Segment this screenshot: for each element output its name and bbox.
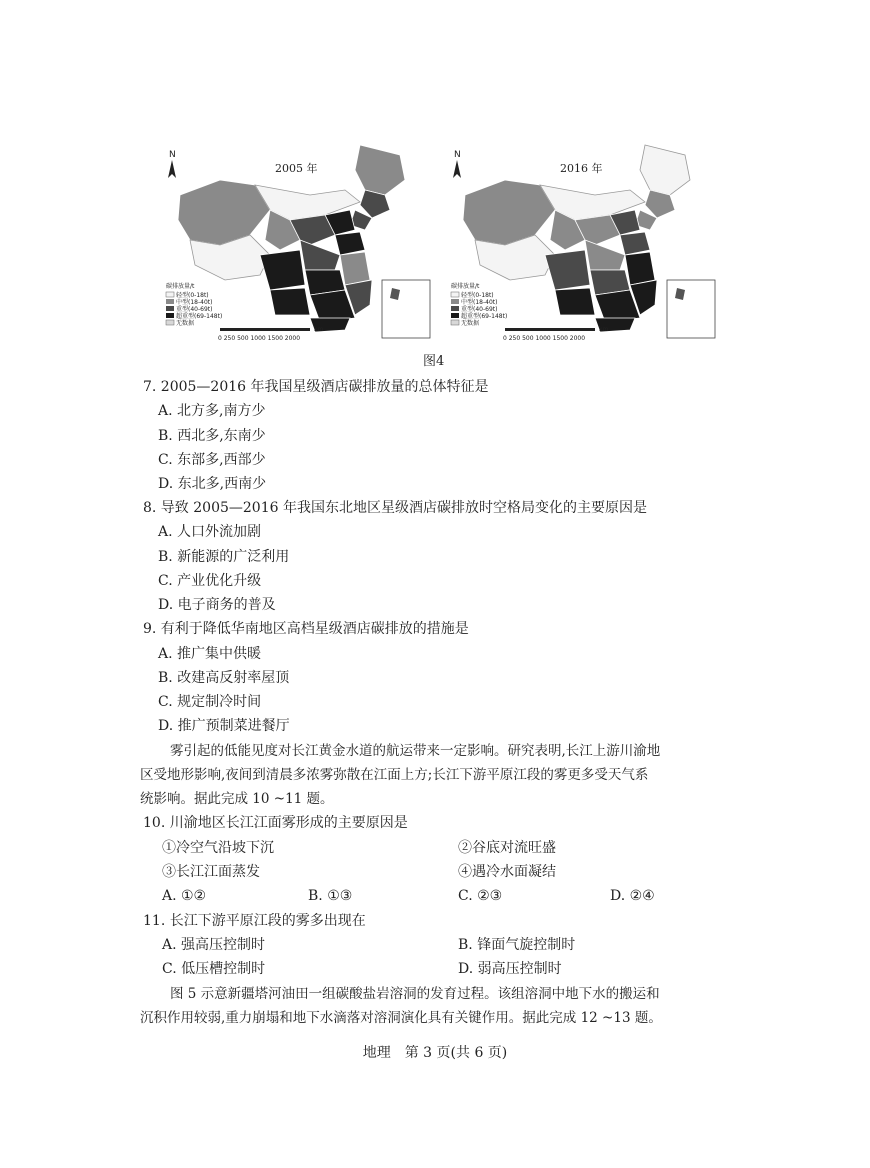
- q8-option-a: A. 人口外流加剧: [158, 524, 262, 540]
- q9-option-b: B. 改建高反射率屋顶: [158, 670, 290, 686]
- map-2005: [160, 140, 440, 350]
- region-sichuan: [545, 250, 590, 290]
- q10-item-3: ③长江江面蒸发: [162, 864, 260, 880]
- svg-text:无数据: 无数据: [176, 320, 195, 327]
- page-footer: 地理 第 3 页(共 6 页): [362, 1045, 508, 1061]
- svg-text:中型(18-40t): 中型(18-40t): [461, 299, 498, 306]
- q7-stem: 7. 2005—2016 年我国星级酒店碳排放量的总体特征是: [143, 379, 489, 395]
- south-china-sea-inset: [382, 280, 430, 338]
- region-shandong: [335, 232, 365, 255]
- china-map-2016: [445, 140, 725, 350]
- year-label: 2005 年: [275, 162, 318, 175]
- svg-text:km: km: [314, 326, 324, 333]
- q10-option-c: C. ②③: [458, 888, 503, 904]
- q10-item-2: ②谷底对流旺盛: [458, 840, 556, 856]
- passage1-line3: 统影响。据此完成 10 ~11 题。: [140, 791, 334, 807]
- north-label: N: [169, 150, 176, 160]
- region-heilongjiang: [355, 145, 405, 195]
- q10-option-d: D. ②④: [610, 888, 655, 904]
- passage2-line1: 图 5 示意新疆塔河油田一组碳酸盐岩溶洞的发育过程。该组溶洞中地下水的搬运和: [170, 986, 660, 1002]
- q7-option-d: D. 东北多,西南少: [158, 476, 267, 492]
- svg-text:重型(40-69t): 重型(40-69t): [461, 306, 498, 313]
- figure-4: [160, 140, 720, 350]
- north-arrow-icon: [168, 160, 176, 178]
- region-yunnan-guizhou: [555, 288, 595, 315]
- south-china-sea-inset: [667, 280, 715, 338]
- q11-option-c: C. 低压槽控制时: [162, 961, 266, 977]
- region-henan: [585, 240, 625, 270]
- q10-item-1: ①冷空气沿坡下沉: [162, 840, 274, 856]
- q10-item-4: ④遇冷水面凝结: [458, 864, 556, 880]
- q11-option-d: D. 弱高压控制时: [458, 961, 562, 977]
- q11-option-b: B. 锋面气旋控制时: [458, 937, 576, 953]
- q10-option-a: A. ①②: [162, 888, 207, 904]
- q7-option-a: A. 北方多,南方少: [158, 403, 266, 419]
- region-henan: [300, 240, 340, 270]
- passage1-line2: 区受地形影响,夜间到清晨多浓雾弥散在江面上方;长江下游平原江段的雾更多受天气系: [140, 767, 649, 783]
- svg-text:轻型(0-18t): 轻型(0-18t): [176, 292, 209, 299]
- q9-option-c: C. 规定制冷时间: [158, 694, 262, 710]
- legend-title: 碳排放量/t: [166, 283, 195, 290]
- region-jiangsu: [625, 252, 655, 285]
- q8-option-b: B. 新能源的广泛利用: [158, 549, 290, 565]
- region-sichuan: [260, 250, 305, 290]
- svg-text:重型(40-69t): 重型(40-69t): [176, 306, 213, 313]
- q7-option-c: C. 东部多,西部少: [158, 452, 266, 468]
- region-tibet: [475, 235, 555, 280]
- q11-option-a: A. 强高压控制时: [162, 937, 266, 953]
- q8-option-c: C. 产业优化升级: [158, 573, 262, 589]
- legend-title: 碳排放量/t: [451, 283, 480, 290]
- svg-text:轻型(0-18t): 轻型(0-18t): [461, 292, 494, 299]
- q8-option-d: D. 电子商务的普及: [158, 597, 276, 613]
- map-2016: [445, 140, 725, 350]
- q8-stem: 8. 导致 2005—2016 年我国东北地区星级酒店碳排放时空格局变化的主要原因是: [143, 500, 647, 516]
- region-shandong: [620, 232, 650, 255]
- north-arrow-icon: [453, 160, 461, 178]
- svg-text:km: km: [599, 326, 609, 333]
- region-xinjiang: [463, 180, 555, 245]
- figure-caption: 图4: [423, 354, 445, 369]
- passage2-line2: 沉积作用较弱,重力崩塌和地下水滴落对溶洞演化具有关键作用。据此完成 12 ~13 题。: [140, 1010, 662, 1026]
- svg-text:超重型(69-148t): 超重型(69-148t): [176, 313, 223, 320]
- region-jiangsu: [340, 252, 370, 285]
- year-label: 2016 年: [560, 162, 603, 175]
- china-map-2005: [160, 140, 440, 350]
- north-label: N: [454, 150, 461, 160]
- q11-stem: 11. 长江下游平原江段的雾多出现在: [143, 913, 366, 929]
- svg-text:0 250 500 1000 1500 2000: 0 250 500 1000 1500 2000: [218, 335, 301, 342]
- q9-option-d: D. 推广预制菜进餐厅: [158, 718, 290, 734]
- svg-text:超重型(69-148t): 超重型(69-148t): [461, 313, 508, 320]
- q9-option-a: A. 推广集中供暖: [158, 646, 262, 662]
- q7-option-b: B. 西北多,东南少: [158, 428, 266, 444]
- q9-stem: 9. 有利于降低华南地区高档星级酒店碳排放的措施是: [143, 621, 469, 637]
- region-yunnan-guizhou: [270, 288, 310, 315]
- region-heilongjiang: [640, 145, 690, 195]
- svg-text:中型(18-40t): 中型(18-40t): [176, 299, 213, 306]
- q10-stem: 10. 川渝地区长江江面雾形成的主要原因是: [143, 815, 408, 831]
- region-xinjiang: [178, 180, 270, 245]
- svg-text:无数据: 无数据: [461, 320, 480, 327]
- region-tibet: [190, 235, 270, 280]
- svg-text:0 250 500 1000 1500 2000: 0 250 500 1000 1500 2000: [503, 335, 586, 342]
- q10-option-b: B. ①③: [308, 888, 353, 904]
- passage1-line1: 雾引起的低能见度对长江黄金水道的航运带来一定影响。研究表明,长江上游川渝地: [170, 743, 661, 759]
